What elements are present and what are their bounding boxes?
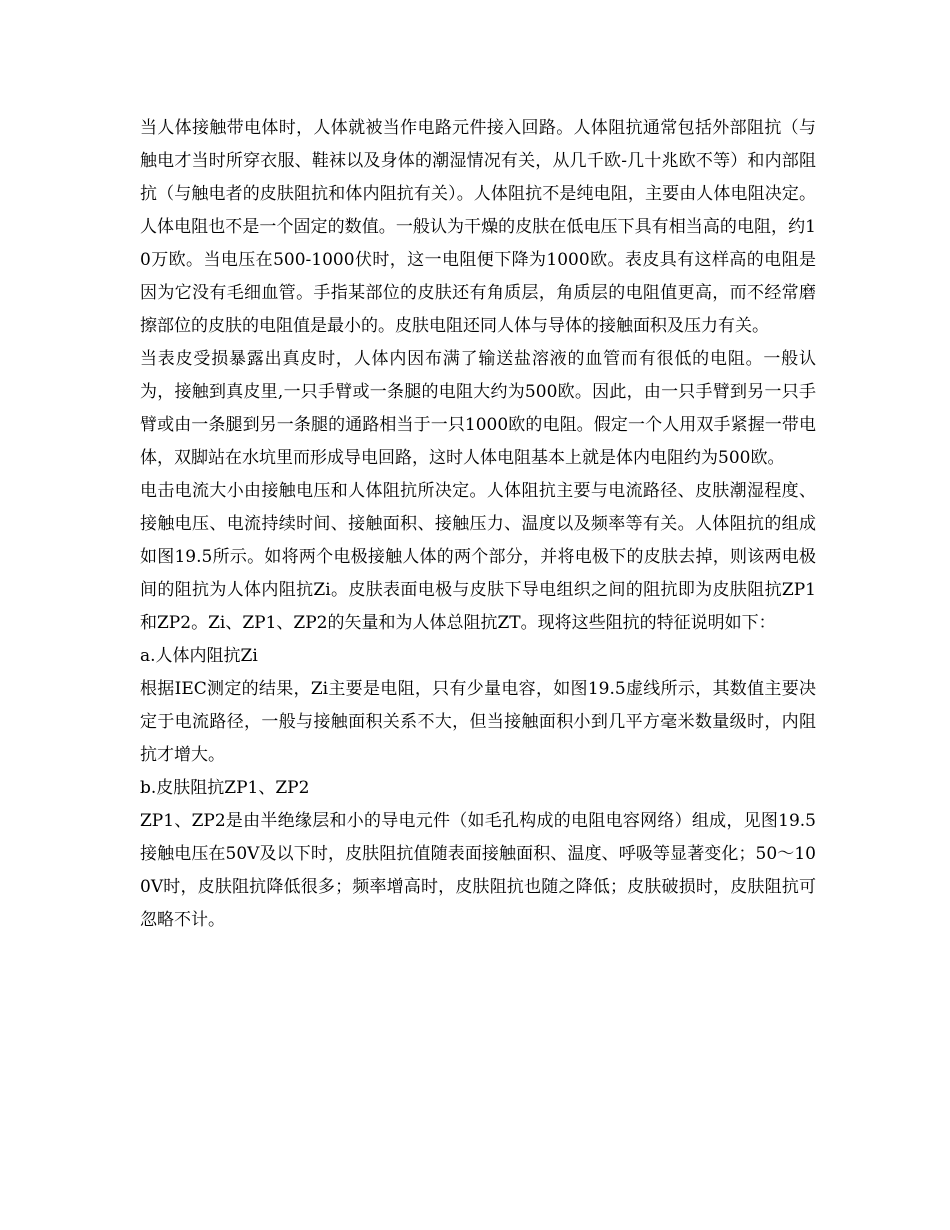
heading-internal-impedance: a.人体内阻抗Zi: [140, 646, 258, 666]
paragraph-dermis-resistance: 当表皮受损暴露出真皮时，人体内因布满了输送盐溶液的血管而有很低的电阻。一般认为，接触到真皮里,一只手臂或一条腿的电阻大约为500欧。因此，由一只手臂到另一只手臂或由一条腿到另一条腿的通路相当于一只1000欧的电阻。假定一个人用双手紧握一带电体，双脚站在水坑里而形成导电回路，这时人体电阻基本上就是体内电阻约为500欧。: [140, 349, 816, 468]
paragraph-body-resistance-intro: 当人体接触带电体时，人体就被当作电路元件接入回路。人体阻抗通常包括外部阻抗（与触电才当时所穿衣服、鞋袜以及身体的潮湿情况有关，从几千欧-几十兆欧不等）和内部阻抗（与触电者的皮肤阻抗和体内阻抗有关）。人体阻抗不是纯电阻，主要由人体电阻决定。人体电阻也不是一个固定的数值。一般认为干燥的皮肤在低电压下具有相当高的电阻，约10万欧。当电压在500-1000伏时，这一电阻便下降为1000欧。表皮具有这样高的电阻是因为它没有毛细血管。手指某部位的皮肤还有角质层，角质层的电阻值更高，而不经常磨擦部位的皮肤的电阻值是最小的。皮肤电阻还同人体与导体的接触面积及压力有关。: [140, 118, 816, 336]
body-text: [140, 112, 816, 937]
heading-skin-impedance: b.皮肤阻抗ZP1、ZP2: [140, 778, 310, 798]
paragraph-skin-impedance: ZP1、ZP2是由半绝缘层和小的导电元件（如毛孔构成的电阻电容网络）组成，见图19.5接触电压在50V及以下时，皮肤阻抗值随表面接触面积、温度、呼吸等显著变化；50～100V时，皮肤阻抗降低很多；频率增高时，皮肤阻抗也随之降低；皮肤破损时，皮肤阻抗可忽略不计。: [140, 811, 816, 930]
paragraph-internal-impedance: 根据IEC测定的结果，Zi主要是电阻，只有少量电容，如图19.5虚线所示，其数值主要决定于电流路径，一般与接触面积关系不大，但当接触面积小到几平方毫米数量级时，内阻抗才增大。: [140, 679, 816, 765]
paragraph-impedance-composition: 电击电流大小由接触电压和人体阻抗所决定。人体阻抗主要与电流路径、皮肤潮湿程度、接触电压、电流持续时间、接触面积、接触压力、温度以及频率等有关。人体阻抗的组成如图19.5所示。如将两个电极接触人体的两个部分，并将电极下的皮肤去掉，则该两电极间的阻抗为人体内阻抗Zi。皮肤表面电极与皮肤下导电组织之间的阻抗即为皮肤阻抗ZP1和ZP2。Zi、ZP1、ZP2的矢量和为人体总阻抗ZT。现将这些阻抗的特征说明如下：: [140, 481, 816, 633]
